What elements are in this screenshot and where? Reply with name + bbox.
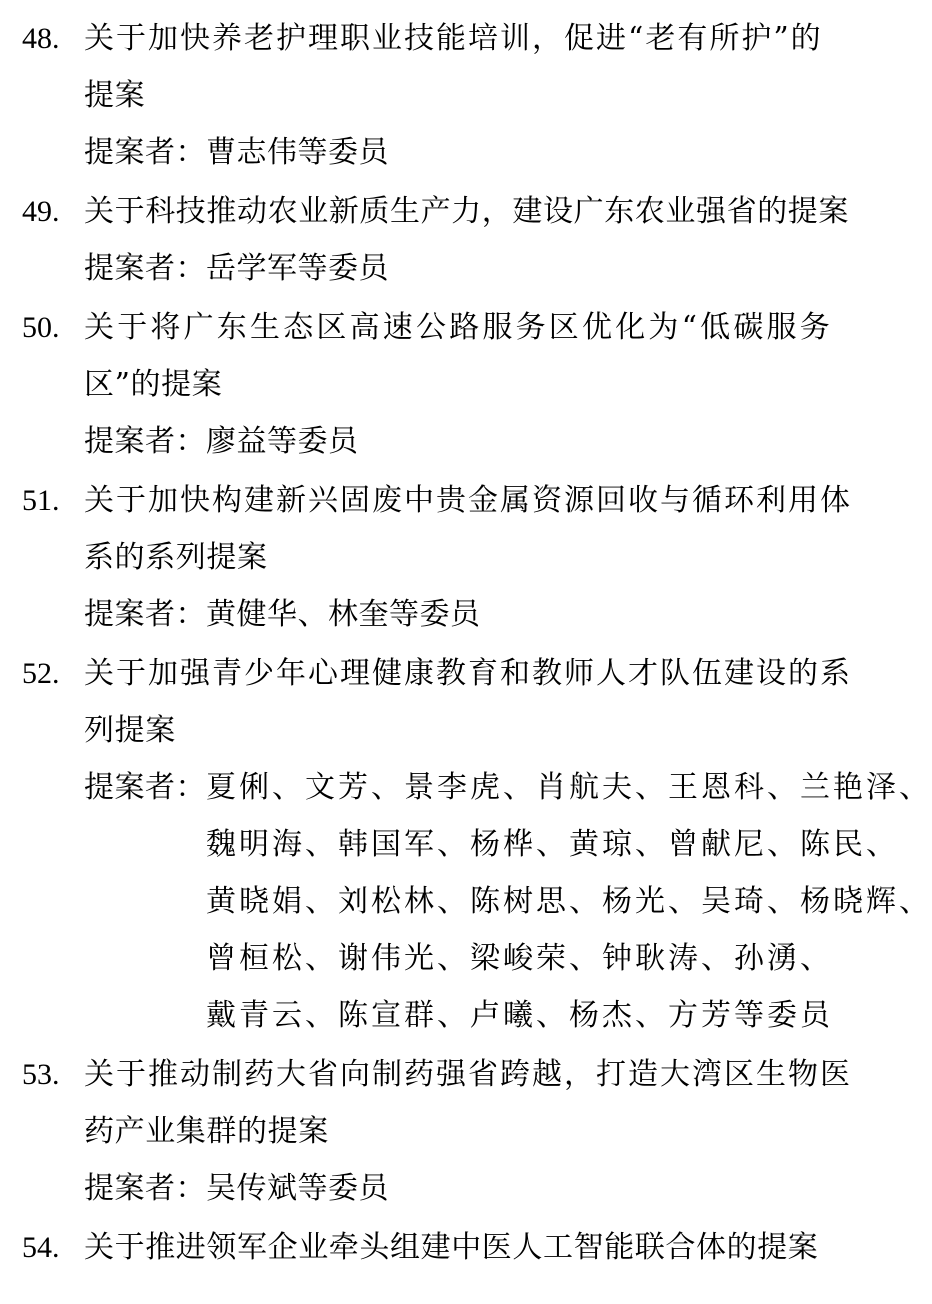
list-item (22, 1046, 910, 1217)
item-title-line: 区”的提案 (84, 367, 223, 402)
item-title-line: 关于加快养老护理职业技能培训，促进“老有所护”的 (84, 21, 823, 56)
proposal-title-row (22, 1219, 910, 1276)
proposer-row (84, 413, 910, 470)
proposal-title-row (22, 356, 910, 413)
proposal-title-row (22, 1046, 910, 1103)
proposal-title-row (22, 529, 910, 586)
proposer-name-line: 吴传斌等委员 (206, 1171, 389, 1206)
proposer-names (206, 124, 910, 181)
proposer-name-line: 黄健华、林奎等委员 (206, 597, 481, 632)
proposal-title-row (22, 1103, 910, 1160)
proposer-label: 提案者： (84, 251, 206, 286)
proposer-label: 提案者： (84, 135, 206, 170)
list-item (22, 10, 910, 181)
proposer-name-line: 廖益等委员 (206, 424, 359, 459)
proposer-row (84, 240, 910, 297)
proposal-title-row (22, 183, 910, 240)
proposer-label: 提案者： (84, 1171, 206, 1206)
proposer-name-line: 曾桓松、谢伟光、梁峻荣、钟耿涛、孙湧、 (206, 941, 833, 976)
proposer-names (206, 413, 910, 470)
item-title-line: 关于推动制药大省向制药强省跨越，打造大湾区生物医 (84, 1057, 852, 1092)
item-number: 50. (22, 311, 60, 344)
item-number: 51. (22, 484, 60, 517)
list-item (22, 299, 910, 470)
item-number: 49. (22, 195, 60, 228)
proposer-name-line: 魏明海、韩国军、杨桦、黄琼、曾献尼、陈民、 (206, 827, 899, 862)
proposer-names (206, 240, 910, 297)
proposer-row (84, 1160, 910, 1217)
item-title-line: 药产业集群的提案 (84, 1114, 329, 1149)
proposer-name-line: 夏俐、文芳、景李虎、肖航夫、王恩科、兰艳泽、 (206, 770, 932, 805)
item-number: 54. (22, 1231, 60, 1264)
item-number: 53. (22, 1058, 60, 1091)
proposer-row (84, 124, 910, 181)
proposer-label: 提案者： (84, 424, 206, 459)
proposer-label: 提案者： (84, 770, 206, 805)
proposal-title-row (22, 67, 910, 124)
list-item (22, 183, 910, 297)
proposal-title-row (22, 472, 910, 529)
proposer-row (84, 586, 910, 643)
proposer-label: 提案者： (84, 597, 206, 632)
proposer-names (206, 759, 932, 1044)
item-title-line: 关于推进领军企业牵头组建中医人工智能联合体的提案 (84, 1230, 819, 1265)
proposer-names (206, 586, 910, 643)
item-number: 48. (22, 22, 60, 55)
list-item (22, 1219, 910, 1276)
list-item (22, 645, 932, 1044)
item-title-line: 关于加强青少年心理健康教育和教师人才队伍建设的系 (84, 656, 852, 691)
item-title-line: 关于科技推动农业新质生产力，建设广东农业强省的提案 (84, 194, 849, 229)
proposer-name-line: 曹志伟等委员 (206, 135, 389, 170)
proposal-title-row (22, 299, 910, 356)
proposer-name-line: 黄晓娟、刘松林、陈树思、杨光、吴琦、杨晓辉、 (206, 884, 932, 919)
item-number: 52. (22, 657, 60, 690)
proposal-title-row (22, 645, 910, 702)
item-title-line: 系的系列提案 (84, 540, 268, 575)
item-title-line: 提案 (84, 78, 146, 113)
proposer-name-line: 岳学军等委员 (206, 251, 389, 286)
list-item (22, 472, 910, 643)
proposer-row (84, 759, 932, 1044)
proposal-title-row (22, 10, 910, 67)
proposer-names (206, 1160, 910, 1217)
item-title-line: 关于将广东生态区高速公路服务区优化为“低碳服务 (84, 310, 833, 345)
item-title-line: 关于加快构建新兴固废中贵金属资源回收与循环利用体 (84, 483, 852, 518)
proposal-title-row (22, 702, 910, 759)
proposer-name-line: 戴青云、陈宣群、卢曦、杨杰、方芳等委员 (206, 998, 833, 1033)
item-title-line: 列提案 (84, 713, 176, 748)
